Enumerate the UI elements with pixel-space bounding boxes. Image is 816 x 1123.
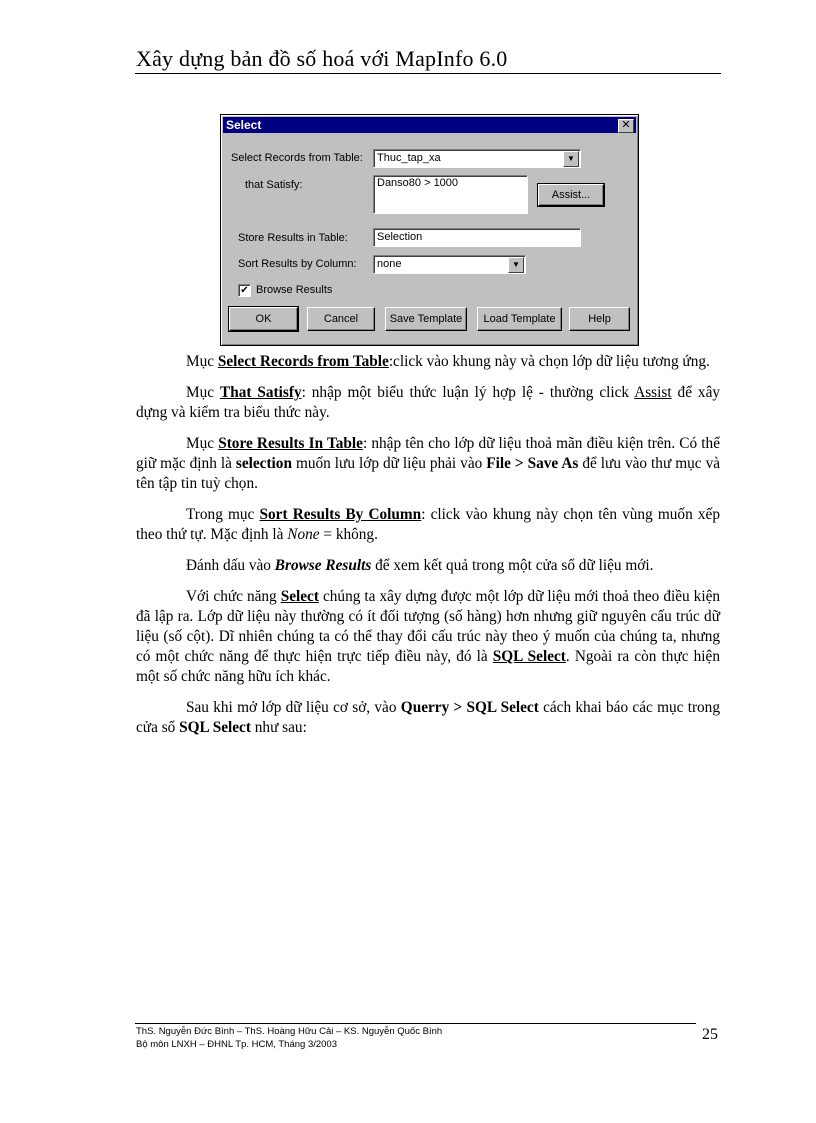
footer-department: Bộ môn LNXH – ĐHNL Tp. HCM, Tháng 3/2003 — [136, 1039, 338, 1050]
table-chevron-down-icon[interactable]: ▼ — [563, 151, 579, 167]
page-number: 25 — [702, 1026, 718, 1043]
p2-text1: : nhập một biểu thức luận lý hợp lệ - thường click — [301, 384, 630, 401]
select-dialog-screenshot — [220, 114, 639, 346]
paragraph-sql-select — [136, 698, 720, 738]
dialog-title: Select — [226, 118, 262, 132]
assist-link: Assist — [634, 384, 672, 401]
p7-intro: Sau khi mở lớp dữ liệu cơ sở, vào — [186, 699, 397, 716]
paragraph-store-results — [136, 434, 720, 494]
term-select: Select — [280, 588, 319, 605]
select-from-label: Select Records from Table: — [231, 152, 363, 164]
term-sql-select: SQL Select — [492, 648, 566, 665]
p4-intro: Trong mục — [186, 506, 255, 523]
store-label: Store Results in Table: — [238, 232, 348, 244]
ok-button[interactable]: OK — [229, 307, 298, 331]
paragraph-browse-results — [136, 556, 720, 576]
page-header-title: Xây dựng bản đồ số hoá với MapInfo 6.0 — [136, 46, 508, 71]
p1-intro: Mục — [186, 353, 215, 370]
term-store-results: Store Results In Table — [218, 435, 363, 452]
load-template-button[interactable]: Load Template — [477, 307, 562, 331]
p3-bold-selection: selection — [235, 455, 292, 472]
table-select-value: Thuc_tap_xa — [377, 152, 441, 164]
sort-label: Sort Results by Column: — [238, 258, 357, 270]
term-browse-results: Browse Results — [274, 557, 372, 574]
p3-intro: Mục — [186, 435, 215, 452]
p5-intro: Đánh dấu vào — [186, 557, 271, 574]
sort-column-select[interactable] — [373, 255, 526, 274]
browse-results-checkbox[interactable]: ✔ — [238, 284, 251, 297]
p5-text: để xem kết quả trong một cửa sổ dữ liệu mới. — [375, 557, 654, 574]
cancel-button[interactable]: Cancel — [307, 307, 375, 331]
term-select-records: Select Records from Table — [217, 353, 389, 370]
save-template-button[interactable]: Save Template — [385, 307, 467, 331]
browse-results-label[interactable]: Browse Results — [256, 284, 333, 296]
p7-text1: cách khai báo các mục trong cửa sổ — [136, 699, 720, 736]
footer-authors: ThS. Nguyễn Đức Bình – ThS. Hoàng Hữu Cải – KS. Nguyễn Quốc Bình — [136, 1026, 443, 1037]
help-button[interactable]: Help — [569, 307, 630, 331]
p3-text3: để lưu vào thư mục và tên tập tin tuỳ chọn. — [136, 455, 721, 492]
p2-text2: để xây dựng và kiểm tra biểu thức này. — [136, 384, 721, 421]
p4-text2: = không. — [323, 526, 378, 543]
term-that-satisfy: That Satisfy — [220, 384, 302, 401]
p4-italic-none: None — [287, 526, 320, 543]
p4-text1: : click vào khung này chọn tên vùng muốn xếp theo thứ tự. Mặc định là — [136, 506, 720, 543]
footer-rule — [135, 1023, 696, 1024]
satisfy-label: that Satisfy: — [245, 179, 303, 191]
paragraph-select-function — [136, 587, 720, 687]
body-text — [136, 352, 720, 749]
p1-text: :click vào khung này và chọn lớp dữ liệu tương ứng. — [388, 353, 710, 370]
p2-intro: Mục — [186, 384, 215, 401]
p3-bold-file-save: File > Save As — [486, 455, 579, 472]
expression-field[interactable]: Danso80 > 1000 — [373, 175, 528, 214]
store-results-field[interactable]: Selection — [373, 228, 581, 247]
sort-chevron-down-icon[interactable]: ▼ — [508, 257, 524, 273]
p7-bold-querry: Querry > SQL Select — [400, 699, 539, 716]
p7-text2: như sau: — [254, 719, 307, 736]
p6-text1: chúng ta xây dựng được một lớp dữ liệu mới thoả theo điều kiện đã lập ra. Lớp dữ liệu này thường có ít đối tượng (số hàng) hơn nhưng giữ nguyên cấu trúc dữ liệu (số cột). Dĩ nhiên chúng ta có thể thay đổi cấu trúc này theo ý muốn của chúng ta, nhưng có một chức năng để thực hiện trực tiếp điều này, đó là — [136, 588, 721, 665]
p7-bold-sql-select: SQL Select — [179, 719, 251, 736]
paragraph-that-satisfy — [136, 383, 720, 423]
header-rule — [135, 73, 721, 74]
sort-column-value: none — [377, 258, 402, 270]
p3-text1: : nhập tên cho lớp dữ liệu thoả mãn điều kiện trên. Có thể giữ mặc định là — [136, 435, 720, 472]
p3-text2: muốn lưu lớp dữ liệu phải vào — [295, 455, 483, 472]
assist-button[interactable]: Assist... — [538, 184, 604, 206]
p6-intro: Với chức năng — [186, 588, 277, 605]
dialog-titlebar — [223, 117, 636, 133]
table-select[interactable] — [373, 149, 581, 168]
paragraph-select-records — [136, 352, 720, 372]
paragraph-sort-results — [136, 505, 720, 545]
close-icon[interactable]: ✕ — [618, 119, 634, 133]
p6-text2: . Ngoài ra còn thực hiện một số chức năng hữu ích khác. — [136, 648, 720, 685]
term-sort-results: Sort Results By Column — [259, 506, 422, 523]
